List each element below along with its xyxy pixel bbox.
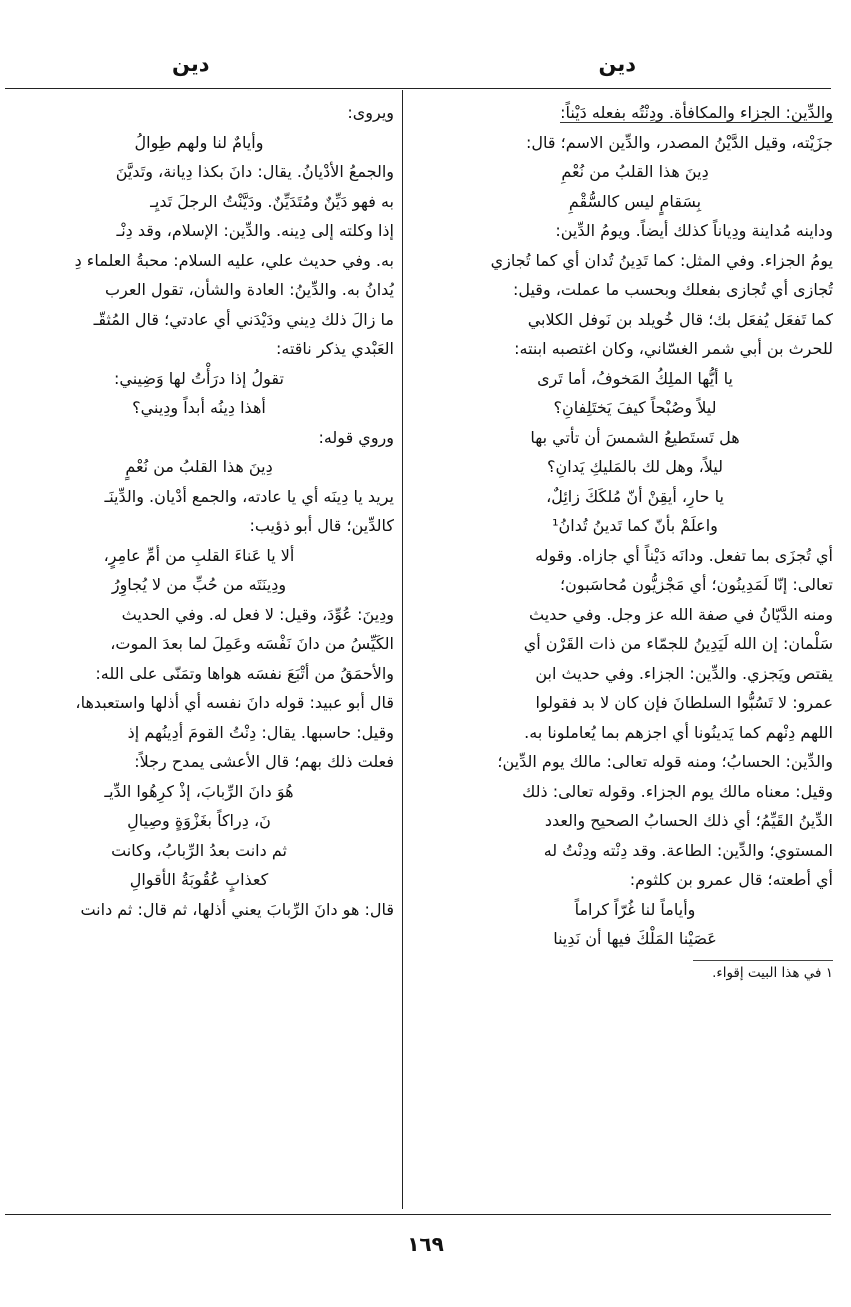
text-line: أي تُجزَى بما تفعل. ودانَه دَيْناً أي جازاه. وقوله xyxy=(535,545,833,565)
right-running-headword: دين xyxy=(598,52,636,76)
verse-line: واعلَمْ بأنّ كما تَدينُ تُدانُ¹ xyxy=(552,516,718,535)
text-line: تعالى: إنّا لَمَدِينُون؛ أي مَجْزيُّون مُحاسَبون؛ xyxy=(559,575,833,594)
footer-rule xyxy=(5,1214,831,1215)
text-line: عمرو: لا تَسُبُّوا السلطانَ فإن كان لا بد فقولوا xyxy=(535,693,833,712)
verse-line: ليلاً، وهل لك بالمَليكِ يَدانِ؟ xyxy=(547,457,723,476)
text-line: الدِّينُ القَيِّمُ؛ أي ذلك الحسابُ الصحيح والعدد xyxy=(544,811,833,830)
text-line: وقيل: معناه مالك يوم الجزاء. وقوله تعالى: ذلك xyxy=(522,781,833,801)
verse-line: أهذا دِينُه أبداً ودِيني؟ xyxy=(132,398,266,417)
verse-line: نَ، دِراكاً بغَزْوَةٍ وصِيالِ xyxy=(127,811,271,830)
text-line: سَلْمان: إن الله لَيَدِينُ للجمّاء من ذات القَرْن أي xyxy=(523,634,833,653)
text-line: العَبْدي يذكر ناقته: xyxy=(275,339,394,358)
text-line: قال أبو عبيد: قوله دانَ نفسه أي أذلها واستعبدها، xyxy=(75,693,394,712)
verse-line: هُوَ دانَ الرِّبابَ، إذْ كرِهُوا الدِّيـ xyxy=(104,781,294,801)
text-line: يقتص ويَجزي. والدِّين: الجزاء. وفي حديث ابن xyxy=(535,663,833,683)
verse-line: وأياماً لنا غُرّاً كراماً xyxy=(574,899,696,919)
text-line: والجمعُ الأدْيانُ. يقال: دانَ بكذا دِيانة، وتَديَّنَ xyxy=(115,162,394,181)
left-running-headword: دين xyxy=(172,52,210,76)
footnote-rule xyxy=(693,960,833,961)
text-line: الكَيِّسُ من دانَ نَفْسَه وعَمِلَ لما بعدَ الموت، xyxy=(110,634,394,653)
text-line: والدِّين: الحسابُ؛ ومنه قوله تعالى: مالك يوم الدِّين؛ xyxy=(497,752,833,771)
text-line: يريد يا دِينَه أي يا عادته، والجمع أدْيان. والدِّينَـ xyxy=(104,486,394,506)
right-column xyxy=(437,98,833,1208)
header-rule xyxy=(5,88,831,89)
text-line: ودِينَ: عُوِّدَ، وقيل: لا فعل له. وفي الحديث xyxy=(121,604,394,624)
verse-line: ألا يا عَناءَ القلبِ من أمِّ عامِرٍ، xyxy=(103,545,295,565)
verse-line: يا حارِ، أيقِنْ أنّ مُلكَكَ زائِلٌ، xyxy=(546,486,724,506)
verse-line: وأيامٌ لنا ولهم طِوالُ xyxy=(134,132,264,152)
text-line: به فهو دَيِّنٌ ومُتَدَيِّنٌ. ودَيَّنْتُ الرجلَ تَديِـ xyxy=(150,191,394,211)
text-line: ما زالَ ذلك دِيني ودَيْدَني أي عادتي؛ قال المُثقّـ xyxy=(93,309,394,329)
verse-line: ودِينَتَه من حُبِّ من لا يُجاوِرُ xyxy=(111,575,287,594)
text-line: ومنه الدَّيّانُ في صفة الله عز وجل. وفي حديث xyxy=(529,604,833,624)
footnote: ١ في هذا البيت إقواء. xyxy=(712,964,833,981)
text-line: كما تَفعَل يُفعَل بك؛ قال خُويلد بن نَوفل الكلابي xyxy=(527,309,833,329)
text-line: وداينه مُداينة ودِياناً كذلك أيضاً. ويومُ الدِّين: xyxy=(555,221,833,240)
text-line: وروي قوله: xyxy=(318,427,394,447)
page-number: ١٦٩ xyxy=(407,1232,444,1256)
text-line xyxy=(437,98,833,128)
text-line: كالدِّين؛ قال أبو ذؤيب: xyxy=(249,516,394,535)
text-line: قال: هو دانَ الرِّبابَ يعني أذلها، ثم قال: ثم دانت xyxy=(80,899,394,919)
text-line: إذا وكلته إلى دِينه. والدِّين: الإسلام، وقد دِنْـ xyxy=(116,221,394,240)
verse-line: ثم دانت بعدُ الرِّبابُ، وكانت xyxy=(111,840,287,860)
verse-line: دِينَ هذا القلبُ من نُعْمِ xyxy=(561,162,709,181)
text-line: يومُ الجزاء. وفي المثل: كما تَدِينُ تُدان أي كما تُجازي xyxy=(490,250,833,270)
text-line: اللهم دِنْهم كما يَدينُونا أي اجزهم بما يُعاملونا به. xyxy=(524,722,833,742)
verse-line: عَصَيْنا المَلْكَ فيها أن نَدِينا xyxy=(553,929,717,948)
verse-line: هل تَستَطيعُ الشمسَ أن تأتي بها xyxy=(530,427,740,447)
text-line: المستوي؛ والدِّين: الطاعة. وقد دِنْته ودِنْتُ له xyxy=(543,840,833,860)
verse-line: بِسَقامٍ ليس كالسُّقْمِ xyxy=(568,191,702,211)
text-line: يُدانُ به. والدِّينُ: العادة والشأن، تقول العرب xyxy=(104,280,394,299)
text-line: به. وفي حديث علي، عليه السلام: محبةُ العلماء دِ xyxy=(74,250,394,270)
text-line: فعلت ذلك بهم؛ قال الأعشى يمدح رجلاً: xyxy=(134,752,394,771)
verse-line: دِينَ هذا القلبُ من نُعْمٍ xyxy=(125,457,273,476)
text-line: والأحمَقُ من أتْبَعَ نفسَه هواها وتمَنّى على الله: xyxy=(95,663,394,683)
left-column xyxy=(4,98,394,1208)
text-line: جزَيْته، وقيل الدَّيْنُ المصدر، والدِّين الاسم؛ قال: xyxy=(526,132,833,152)
text-line: للحرث بن أبي شمر الغسّاني، وكان اغتصبه ابنته: xyxy=(514,339,833,358)
verse-line: ليلاً وصُبْحاً كيفَ يَختَلِفانِ؟ xyxy=(553,398,717,417)
verse-line: تقولُ إذا درَأْتُ لها وَضِيني: xyxy=(114,368,284,388)
text-line: تُجازى أي تُجازى بفعلك وبحسب ما عملت، وقيل: xyxy=(512,280,833,299)
text-line: وقيل: حاسبها. يقال: دِنْتُ القومَ أدِينُهم إذ xyxy=(127,722,394,742)
text-line: أي أطعته؛ قال عمرو بن كلثوم: xyxy=(629,870,833,889)
text-line: ويروى: xyxy=(347,103,394,122)
verse-line: يا أيُّها الملِكُ المَخوفُ، أما تَرى xyxy=(537,368,733,388)
column-divider xyxy=(402,90,403,1209)
underlined-definition: والدِّين: الجزاء والمكافأة. ودِنْتُه بفعله دَيْناً: xyxy=(560,103,833,122)
verse-line: كعذابٍ عُقُوبَةُ الأقوالِ xyxy=(129,870,269,889)
